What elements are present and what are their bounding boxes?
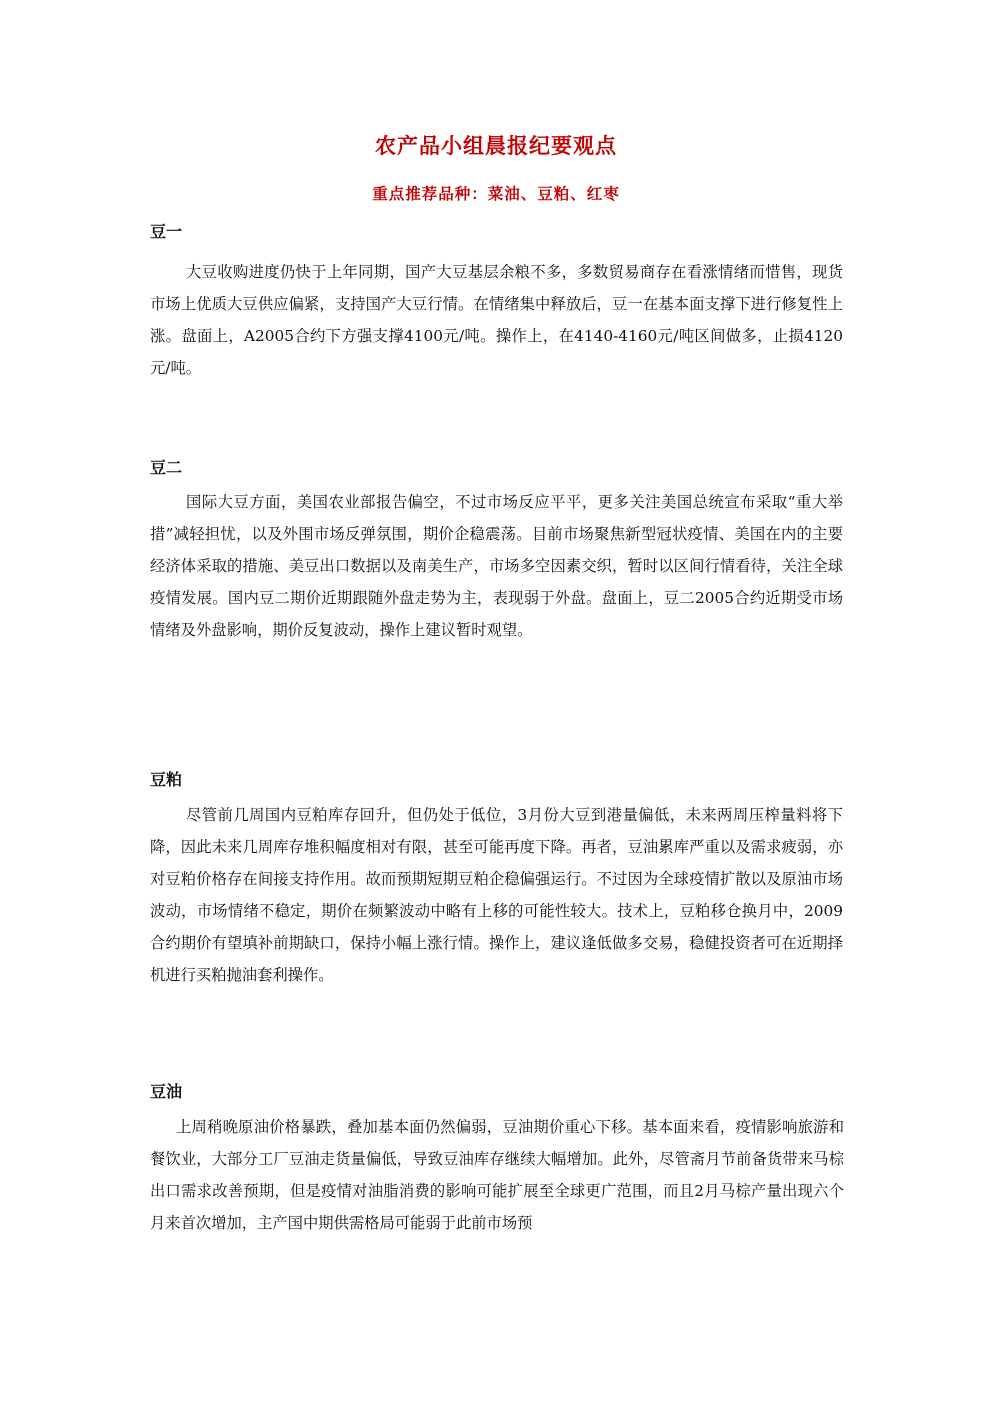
section-body-doupo: 尽管前几周国内豆粕库存回升，但仍处于低位，3月份大豆到港量偏低，未来两周压榨量料将下降，因此未来几周库存堆积幅度相对有限，甚至可能再度下降。再者，豆油累库严重以及需求疲弱，亦对豆粕价格存在间接支持作用。故而预期短期豆粕企稳偏强运行。不过因为全球疫情扩散以及原油市场波动，市场情绪不稳定，期价在频繁波动中略有上移的可能性较大。技术上，豆粕移仓换月中，2009合约期价有望填补前期缺口，保持小幅上涨行情。操作上，建议逢低做多交易，稳健投资者可在近期择机进行买粕抛油套利操作。 [150,806,843,984]
section-body-douyi: 大豆收购进度仍快于上年同期，国产大豆基层余粮不多，多数贸易商存在看涨情绪而惜售，现货市场上优质大豆供应偏紧，支持国产大豆行情。在情绪集中释放后，豆一在基本面支撑下进行修复性上涨。盘面上，A2005合约下方强支撑4100元/吨。操作上，在4140-4160元/吨区间做多，止损4120元/吨。 [150,263,843,377]
section-body-douer: 国际大豆方面，美国农业部报告偏空，不过市场反应平平，更多关注美国总统宣布采取“重大举措”减轻担忧，以及外围市场反弹氛围，期价企稳震荡。目前市场聚焦新型冠状疫情、美国在内的主要经济体采取的措施、美豆出口数据以及南美生产，市场多空因素交织，暂时以区间行情看待，关注全球疫情发展。国内豆二期价近期跟随外盘走势为主，表现弱于外盘。盘面上，豆二2005合约近期受市场情绪及外盘影响，期价反复波动，操作上建议暂时观望。 [150,493,843,639]
section-heading-douyi: 豆一 [150,222,183,241]
page-title: 农产品小组晨报纪要观点 [375,134,617,158]
page-subtitle: 重点推荐品种：菜油、豆粕、红枣 [372,185,620,203]
section-heading-douyou: 豆油 [150,1082,183,1101]
section-body-douyou: 上周稍晚原油价格暴跌，叠加基本面仍然偏弱，豆油期价重心下移。基本面来看，疫情影响旅游和餐饮业，大部分工厂豆油走货量偏低，导致豆油库存继续大幅增加。此外，尽管斋月节前备货带来马棕出口需求改善预期，但是疫情对油脂消费的影响可能扩展至全球更广范围，而且2月马棕产量出现六个月来首次增加，主产国中期供需格局可能弱于此前市场预 [150,1118,844,1232]
section-heading-doupo: 豆粕 [150,770,183,789]
section-heading-douer: 豆二 [150,458,183,477]
